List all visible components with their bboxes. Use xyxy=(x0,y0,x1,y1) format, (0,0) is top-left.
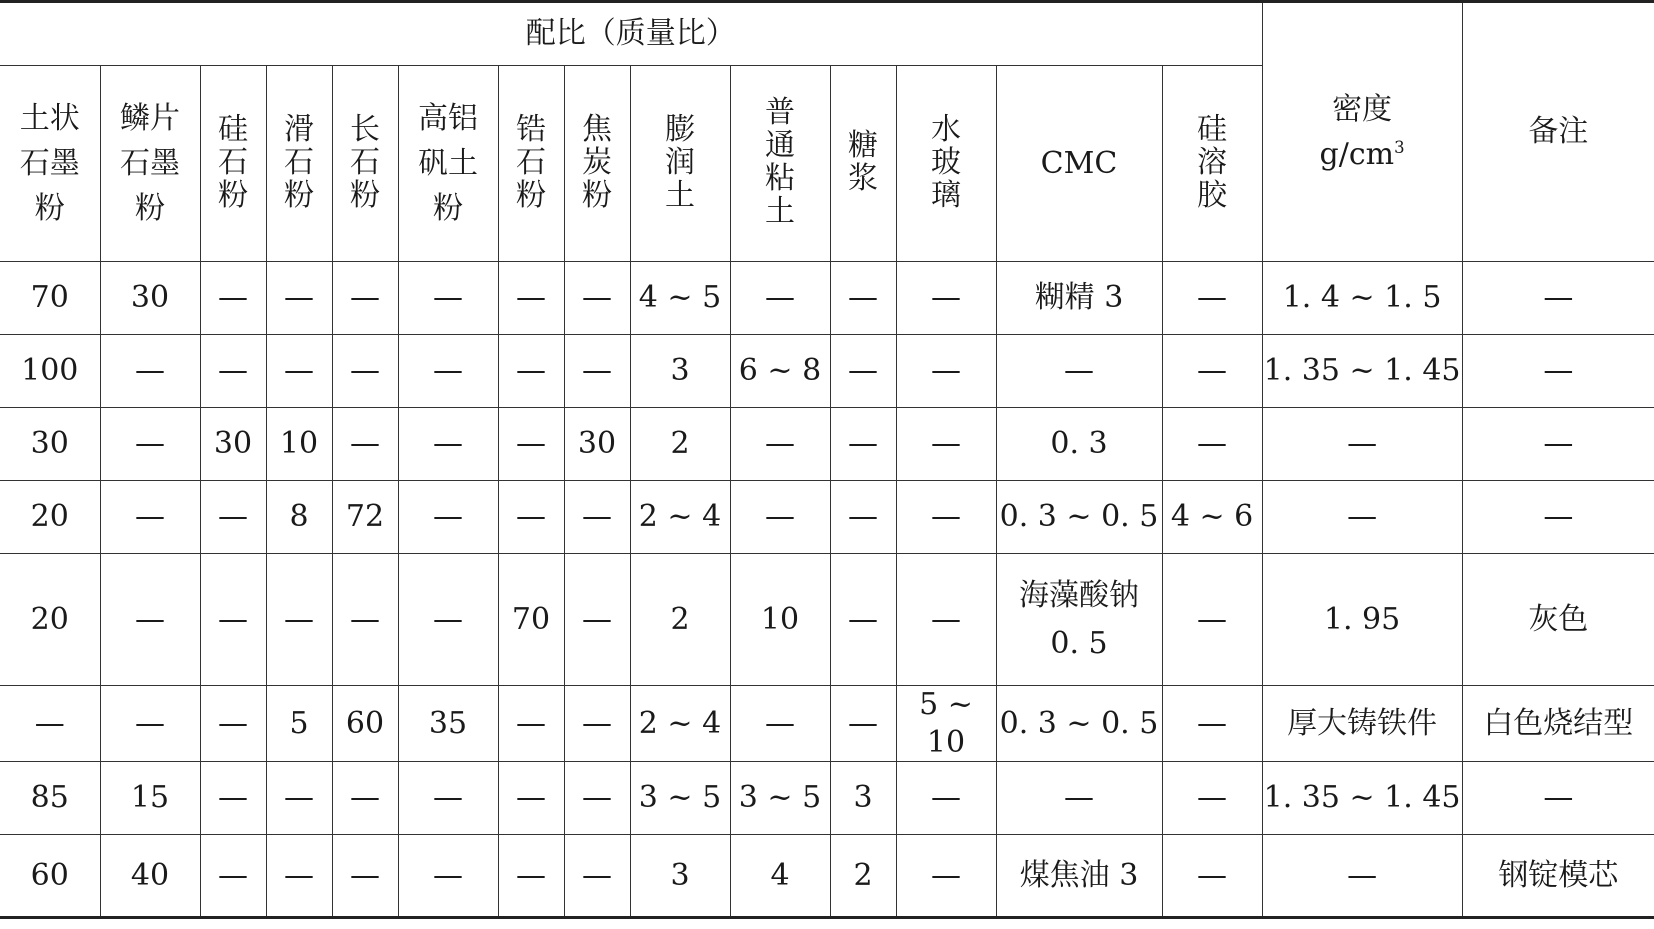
table-cell: 30 xyxy=(0,408,100,481)
table-cell: — xyxy=(896,408,996,481)
table-cell: — xyxy=(398,554,498,686)
table-cell: — xyxy=(1162,762,1262,835)
col-header-syrup: 糖浆 xyxy=(830,66,896,262)
table-cell: — xyxy=(564,686,630,762)
table-cell: 100 xyxy=(0,335,100,408)
table-cell: 8 xyxy=(266,481,332,554)
table-cell: — xyxy=(730,481,830,554)
table-cell: — xyxy=(398,835,498,918)
table-cell: — xyxy=(830,408,896,481)
table-cell: — xyxy=(498,335,564,408)
table-row xyxy=(0,686,1654,762)
table-cell: — xyxy=(266,335,332,408)
col-header-zircon-powder: 锆石粉 xyxy=(498,66,564,262)
table-row xyxy=(0,762,1654,835)
table-row xyxy=(0,335,1654,408)
table-row xyxy=(0,262,1654,335)
table-cell: — xyxy=(896,335,996,408)
table-cell: 5 xyxy=(266,686,332,762)
table-cell: 3 xyxy=(630,835,730,918)
table-cell: — xyxy=(266,262,332,335)
table-cell: — xyxy=(498,481,564,554)
table-row xyxy=(0,408,1654,481)
table-cell: 20 xyxy=(0,481,100,554)
table-cell: 钢锭模芯 xyxy=(1462,835,1654,918)
col-header-water-glass: 水玻璃 xyxy=(896,66,996,262)
col-header-coke-powder: 焦炭粉 xyxy=(564,66,630,262)
table-cell: 煤焦油 3 xyxy=(996,835,1162,918)
table-row xyxy=(0,835,1654,918)
table-cell: — xyxy=(830,554,896,686)
table-cell: 72 xyxy=(332,481,398,554)
table-cell: — xyxy=(1162,262,1262,335)
table-cell: — xyxy=(498,686,564,762)
table-cell: — xyxy=(200,686,266,762)
col-header-clay: 普通粘土 xyxy=(730,66,830,262)
table-cell: 2 ~ 4 xyxy=(630,481,730,554)
table-cell: — xyxy=(200,835,266,918)
table-cell: 海藻酸钠 0. 5 xyxy=(996,554,1162,686)
col-header-feldspar-powder: 长石粉 xyxy=(332,66,398,262)
table-cell: 60 xyxy=(332,686,398,762)
table-cell: — xyxy=(266,762,332,835)
table-cell: — xyxy=(398,481,498,554)
table-cell: — xyxy=(1462,481,1654,554)
table-cell: 35 xyxy=(398,686,498,762)
table-cell: 30 xyxy=(200,408,266,481)
table-cell: — xyxy=(200,262,266,335)
table-cell: 3 xyxy=(630,335,730,408)
table-cell: 70 xyxy=(0,262,100,335)
table-cell: — xyxy=(830,335,896,408)
table-row xyxy=(0,554,1654,686)
table-cell: — xyxy=(1462,762,1654,835)
table-cell: — xyxy=(1462,262,1654,335)
table-cell: — xyxy=(100,686,200,762)
table-cell: 20 xyxy=(0,554,100,686)
table-cell: — xyxy=(332,762,398,835)
table-cell: — xyxy=(332,554,398,686)
table-cell: 0. 3 ~ 0. 5 xyxy=(996,686,1162,762)
table-cell: 1. 35 ~ 1. 45 xyxy=(1262,335,1462,408)
table-cell: 5 ~ 10 xyxy=(896,686,996,762)
table-cell: — xyxy=(564,835,630,918)
col-header-earthy-graphite: 土状石墨粉 xyxy=(0,66,100,262)
table-cell: 70 xyxy=(498,554,564,686)
table-cell: — xyxy=(730,262,830,335)
table-cell: — xyxy=(830,686,896,762)
table-cell: 1. 4 ~ 1. 5 xyxy=(1262,262,1462,335)
table-cell: — xyxy=(100,408,200,481)
table-cell: — xyxy=(200,554,266,686)
table-cell: — xyxy=(896,762,996,835)
table-cell: 30 xyxy=(564,408,630,481)
table-cell: — xyxy=(996,762,1162,835)
table-cell: — xyxy=(332,335,398,408)
table-cell: 糊精 3 xyxy=(996,262,1162,335)
table-cell: 4 ~ 6 xyxy=(1162,481,1262,554)
table-cell: 白色烧结型 xyxy=(1462,686,1654,762)
table-cell: 60 xyxy=(0,835,100,918)
table-cell: — xyxy=(1162,835,1262,918)
table-cell: — xyxy=(996,335,1162,408)
table-cell: — xyxy=(564,554,630,686)
table-cell: — xyxy=(564,481,630,554)
table-cell: 15 xyxy=(100,762,200,835)
table-cell: 4 xyxy=(730,835,830,918)
table-cell: — xyxy=(498,262,564,335)
table-cell: — xyxy=(564,335,630,408)
table-cell: — xyxy=(398,762,498,835)
table-cell: — xyxy=(100,481,200,554)
table-cell: — xyxy=(200,481,266,554)
table-cell: 3 ~ 5 xyxy=(630,762,730,835)
table-cell: — xyxy=(100,554,200,686)
table-cell: 40 xyxy=(100,835,200,918)
col-header-bentonite: 膨润土 xyxy=(630,66,730,262)
table-cell: 4 ~ 5 xyxy=(630,262,730,335)
table-cell: — xyxy=(200,335,266,408)
table-cell: 0. 3 ~ 0. 5 xyxy=(996,481,1162,554)
table-cell: — xyxy=(564,262,630,335)
table-cell: — xyxy=(730,408,830,481)
table-cell: — xyxy=(332,408,398,481)
table-cell: — xyxy=(1262,481,1462,554)
table-cell: — xyxy=(1462,335,1654,408)
table-cell: 85 xyxy=(0,762,100,835)
table-row xyxy=(0,481,1654,554)
table-cell: 1. 35 ~ 1. 45 xyxy=(1262,762,1462,835)
table-cell: — xyxy=(332,835,398,918)
table-cell: — xyxy=(1262,408,1462,481)
table-cell: — xyxy=(0,686,100,762)
table-cell: — xyxy=(730,686,830,762)
table-cell: 2 ~ 4 xyxy=(630,686,730,762)
remark-header: 备注 xyxy=(1462,2,1654,262)
table-cell: — xyxy=(1162,554,1262,686)
table-cell: 灰色 xyxy=(1462,554,1654,686)
col-header-flake-graphite: 鳞片石墨粉 xyxy=(100,66,200,262)
table-cell: — xyxy=(830,262,896,335)
table-cell: 10 xyxy=(266,408,332,481)
col-header-silica-sol: 硅溶胶 xyxy=(1162,66,1262,262)
density-unit: $g/cm^3$ xyxy=(1319,137,1405,172)
table-cell: — xyxy=(1162,686,1262,762)
table-cell: 3 ~ 5 xyxy=(730,762,830,835)
table-cell: — xyxy=(398,262,498,335)
table-cell: — xyxy=(896,554,996,686)
table-cell: — xyxy=(266,835,332,918)
density-header xyxy=(1262,2,1462,262)
table-cell: — xyxy=(498,762,564,835)
table-cell: — xyxy=(896,481,996,554)
col-header-silica-powder: 硅石粉 xyxy=(200,66,266,262)
ratio-group-header: 配比（质量比） xyxy=(0,2,1262,66)
table-cell: — xyxy=(200,762,266,835)
table-cell: — xyxy=(896,835,996,918)
table-cell: — xyxy=(398,335,498,408)
table-cell: 1. 95 xyxy=(1262,554,1462,686)
table-cell: 2 xyxy=(630,408,730,481)
table-cell: — xyxy=(498,835,564,918)
table-cell: 2 xyxy=(830,835,896,918)
table-cell: — xyxy=(332,262,398,335)
table-cell: 厚大铸铁件 xyxy=(1262,686,1462,762)
table-cell: — xyxy=(830,481,896,554)
col-header-bauxite-powder: 高铝矾土粉 xyxy=(398,66,498,262)
table-cell: — xyxy=(896,262,996,335)
table-cell: 0. 3 xyxy=(996,408,1162,481)
table-cell: 6 ~ 8 xyxy=(730,335,830,408)
table-cell: 10 xyxy=(730,554,830,686)
table-cell: — xyxy=(1162,408,1262,481)
table-cell: 30 xyxy=(100,262,200,335)
table-cell: — xyxy=(398,408,498,481)
col-header-talc-powder: 滑石粉 xyxy=(266,66,332,262)
density-title: 密度 xyxy=(1332,92,1393,127)
table-cell: 2 xyxy=(630,554,730,686)
table-cell: — xyxy=(498,408,564,481)
table-cell: — xyxy=(100,335,200,408)
table-cell: 3 xyxy=(830,762,896,835)
col-header-cmc: CMC xyxy=(996,66,1162,262)
table-cell: — xyxy=(1462,408,1654,481)
table-cell: — xyxy=(1162,335,1262,408)
table-cell: — xyxy=(266,554,332,686)
table-cell: — xyxy=(564,762,630,835)
table-cell: — xyxy=(1262,835,1462,918)
